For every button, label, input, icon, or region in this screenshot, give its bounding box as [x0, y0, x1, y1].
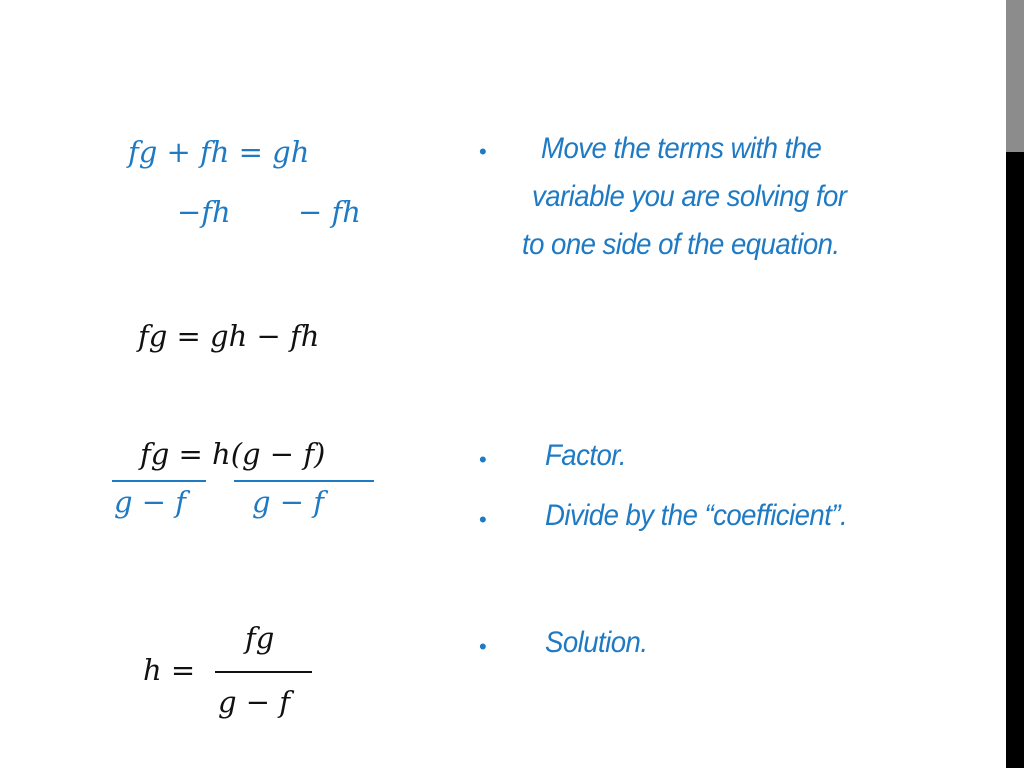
divisor-right: g − f — [252, 485, 325, 519]
divisor-left: g − f — [114, 485, 187, 519]
solution-lhs: h = — [143, 653, 196, 687]
side-bar-accent — [1006, 0, 1024, 152]
note-divide: Divide by the “coefficient”. — [545, 499, 848, 532]
equation-factored: fg = h(g − f) — [140, 437, 326, 471]
bullet-factor: • — [479, 447, 487, 472]
note-factor: Factor. — [545, 439, 627, 472]
bullet-divide: • — [479, 507, 487, 532]
solution-fraction-bar — [215, 671, 312, 673]
division-line-right — [234, 480, 374, 482]
subtract-term-right: − fh — [298, 195, 361, 229]
equation-rearranged: fg = gh − fh — [138, 319, 320, 353]
note-move-terms-line1: Move the terms with the — [541, 132, 822, 165]
division-line-left — [112, 480, 206, 482]
solution-numerator: fg — [245, 621, 275, 655]
bullet-move-terms: • — [479, 139, 487, 164]
subtract-term-left: −fh — [177, 195, 231, 229]
note-move-terms-line2: variable you are solving for — [532, 180, 847, 213]
equation-original: fg + fh = gh — [128, 135, 310, 169]
note-move-terms-line3: to one side of the equation. — [522, 228, 840, 261]
note-solution: Solution. — [545, 626, 648, 659]
solution-denominator: g − f — [218, 685, 291, 719]
bullet-solution: • — [479, 634, 487, 659]
